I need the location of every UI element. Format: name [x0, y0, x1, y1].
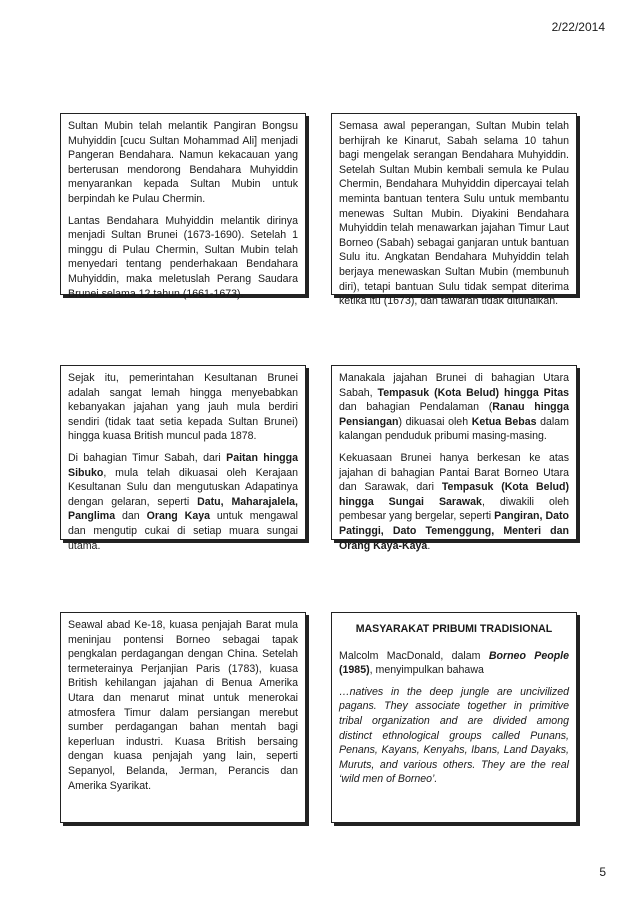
bold-text: Borneo People: [488, 649, 569, 662]
slide-5: [60, 612, 306, 823]
paragraph: [339, 119, 569, 309]
bold-text: Orang Kaya: [146, 510, 210, 523]
slide-1: [60, 113, 306, 300]
text-run: Manakala jajahan Brunei di bahagian Utara Sabah,: [339, 372, 569, 399]
bold-text: Ketua Bebas: [471, 415, 537, 428]
paragraph: [339, 649, 569, 678]
bold-text: Tempasuk (Kota Belud) hingga Sungai Sarawak: [339, 481, 569, 508]
text-run: Lantas Bendahara Muhyiddin melantik dirinya menjadi Sultan Brunei (1673-1690). Setelah 1 minggu di Pulau Chermin, Sultan Mubin telah menyedari tentang penderhakaan Bendahara Muhyiddin, maka meletuslah Perang Saudara Brunei selama 12 tahun (1661-1673).: [68, 214, 298, 300]
text-run: dan bahagian Pendalaman (: [339, 401, 493, 414]
bold-text: Ranau hingga Pensiangan: [339, 401, 569, 428]
text-run: Seawal abad Ke-18, kuasa penjajah Barat mula meninjau pontensi Borneo sebagai tapak pengkalan perdagangan dengan China. Setelah termeterainya Perjanjian Paris (1783), kuasa British kehilangan jajahan di Benua Amerika Utara dan menarut minat untuk menerokai atmosfera Timur dalam persiangan merebut sumber perdagangan bahan mentah bagi keperluan industri. Kuasa British bersaing dengan kuasa penjajah yang lain, seperti Sepanyol, Belanda, Jerman, Perancis dan Amerika Syarikat.: [68, 619, 298, 792]
page-number: 5: [599, 865, 606, 879]
bold-text: (1985): [339, 664, 370, 677]
paragraph: [68, 618, 298, 793]
paragraph: [68, 451, 298, 553]
paragraph: [68, 119, 298, 207]
text-run: Malcolm MacDonald, dalam: [339, 649, 489, 662]
slide-4: [331, 365, 577, 552]
text-run: ) dikuasai oleh: [398, 415, 472, 428]
paragraph: [339, 451, 569, 553]
date-header: 2/22/2014: [551, 20, 605, 34]
text-run: untuk mengawal dan mengutip cukai di setiap muara sungai utama.: [68, 510, 298, 552]
text-run: .: [427, 539, 431, 552]
text-run: dan: [115, 510, 147, 523]
text-run: Sultan Mubin telah melantik Pangiran Bongsu Muhyiddin [cucu Sultan Mohammad Ali] menjadi Pangeran Bendahara. Namun kekacauan yang berterusan mendorong Bendahara Muhyiddin menyarankan kepada Sultan Mubin untuk berpindah ke Pulau Chermin.: [68, 120, 298, 205]
bold-text: Tempasuk (Kota Belud) hingga Pitas: [377, 386, 569, 399]
slide-3: [60, 365, 306, 552]
bold-text: Paitan hingga Sibuko: [68, 451, 298, 479]
slide-2: [331, 113, 577, 308]
paragraph: [339, 371, 569, 444]
slide-6: [331, 612, 577, 823]
text-run: , diwakili oleh pembesar yang bergelar, seperti: [339, 495, 569, 523]
bold-text: Pangiran, Dato Patinggi, Dato Temenggung, Menteri dan Orang Kaya-Kaya: [339, 510, 569, 552]
slide-title: MASYARAKAT PRIBUMI TRADISIONAL: [355, 623, 553, 635]
text-run: , mula telah dikuasai oleh Kerajaan Kesultanan Sulu dan mengutuskan Adapatinya dengan gelaran, seperti: [68, 466, 298, 508]
bold-text: Datu, Maharajalela, Panglima: [68, 495, 298, 523]
paragraph: [339, 685, 569, 787]
text-run: , menyimpulkan bahawa: [369, 664, 484, 677]
paragraph: [68, 371, 298, 444]
paragraph: [68, 214, 298, 302]
text-run: Semasa awal peperangan, Sultan Mubin telah berhijrah ke Kinarut, Sabah selama 10 tahun bagi mengelak serangan Bendahara Muhyiddin. Setelah Sultan Mubin kembali semula ke Pulau Chermin, Bendahara Muhyiddin dipercayai telah meminta bantuan tentera Sulu untuk membantu menewas Sultan Mubin. Diyakini Bendahara Muhyiddin telah menawarkan jajahan Timur Laut Borneo (Sabah) sebagai ganjaran untuk bantuan Sulu itu. Angkatan Bendahara Muhyiddin telah berjaya menewaskan Sultan Mubin (membunuh diri), tetapi bantuan Sulu tidak sempat diterima ketika itu (1673), dan tawaran tidak ditunaikan.: [339, 120, 569, 308]
text-run: Di bahagian Timur Sabah, dari: [68, 451, 227, 464]
text-run: dalam kalangan penduduk pribumi masing-masing.: [339, 415, 569, 443]
text-run: Sejak itu, pemerintahan Kesultanan Brunei adalah sangat lemah hingga menyebabkan kebanyakan jajahan yang jauh mula berdiri sendiri (tidak taat setia kepada Sultan Brunei) hingga kuasa British muncul pada 1878.: [68, 372, 298, 443]
text-run: Kekuasaan Brunei hanya berkesan ke atas jajahan di bahagian Pantai Barat Borneo Utara dan Sarawak, dari: [339, 451, 569, 494]
italic-text: …natives in the deep jungle are uncivilized pagans. They associate together in primitive tribal organization and are divided among distinct ethnological groups called Punans, Penans, Kayans, Kenyahs, Ibans, Land Dayaks, Muruts, and various others. They are the real ‘wild men of Borneo’.: [339, 685, 569, 786]
